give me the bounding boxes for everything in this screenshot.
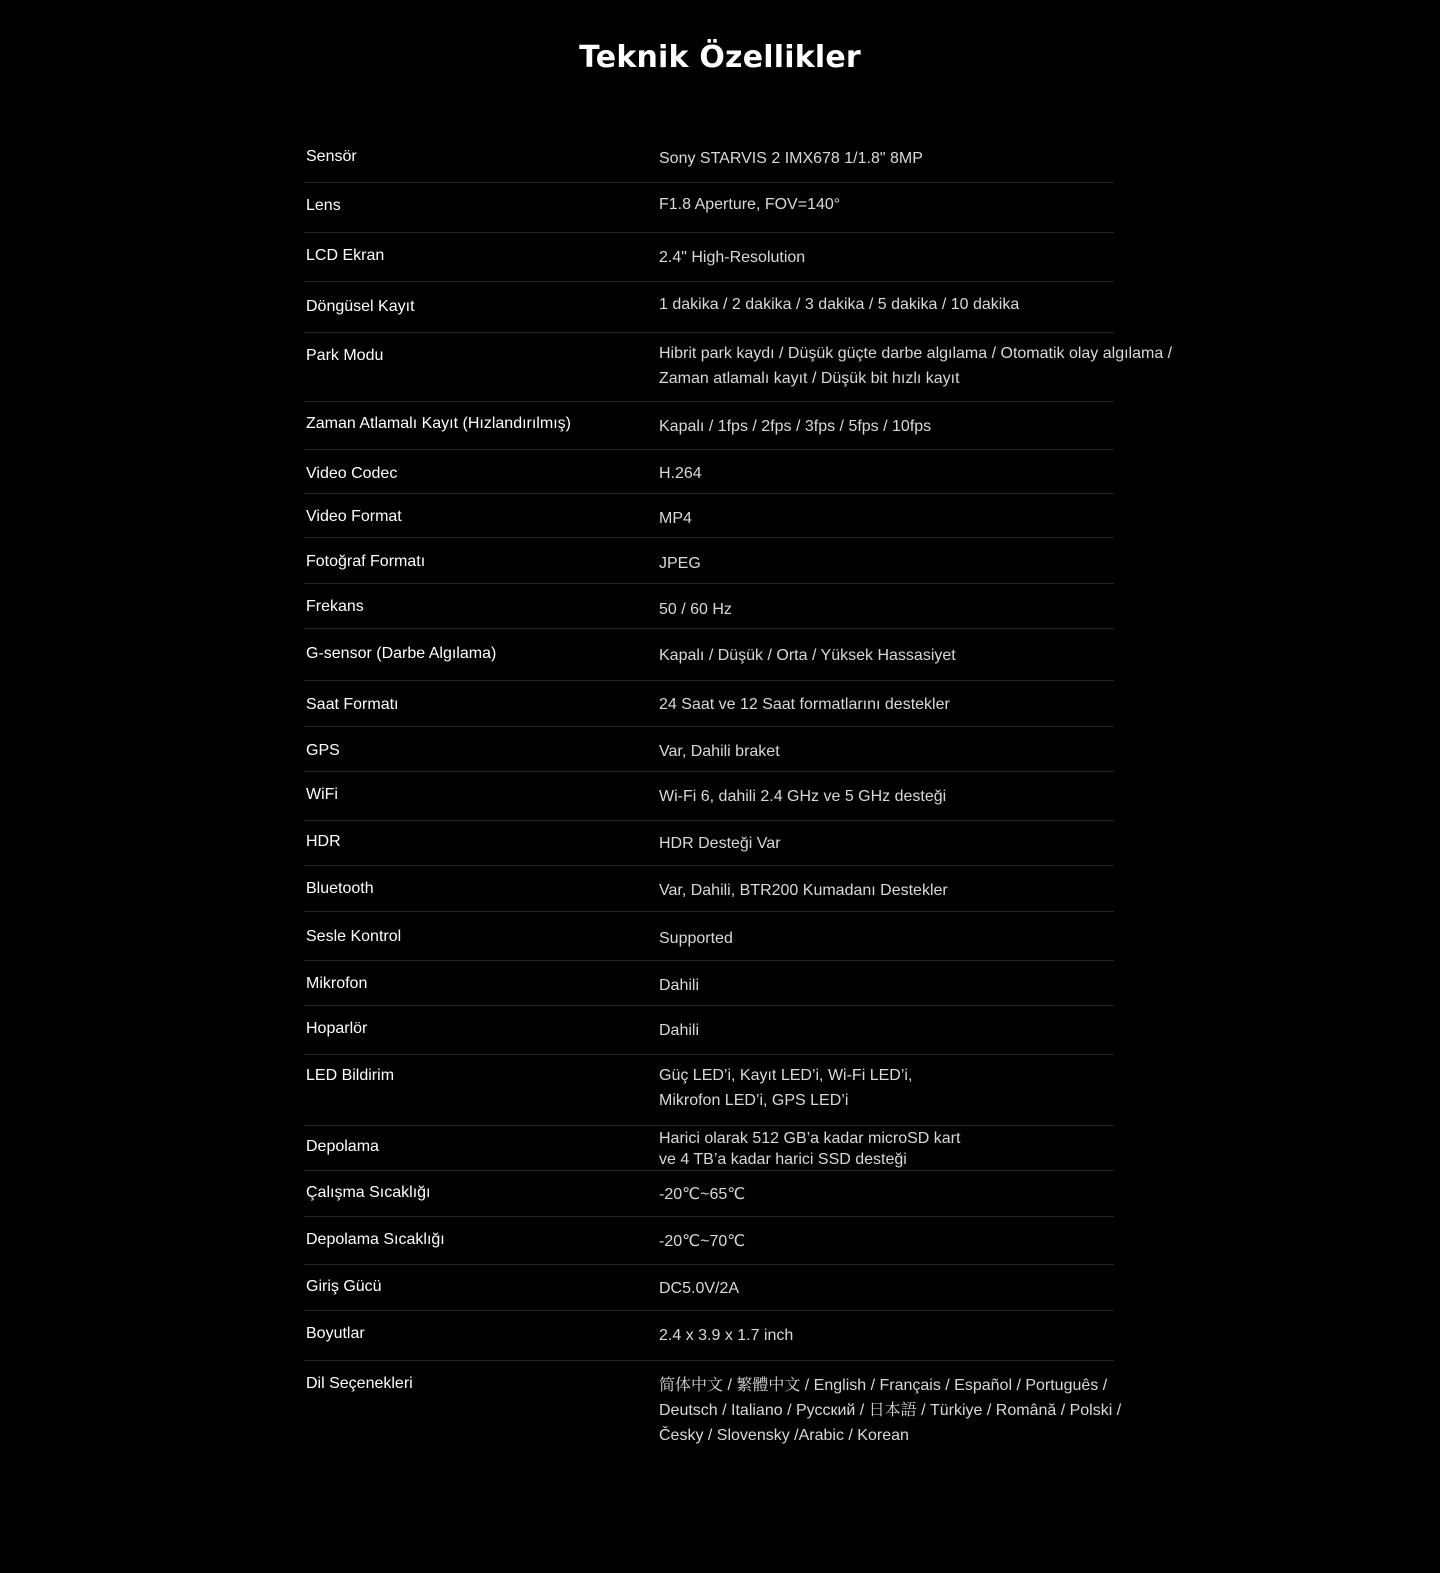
spec-row (304, 402, 1114, 450)
spec-value-line: 24 Saat ve 12 Saat formatlarını destekler (659, 696, 950, 713)
spec-value (659, 1217, 1114, 1254)
spec-row (304, 1171, 1114, 1217)
spec-value-line: Deutsch / Italiano / Русский / 日本語 / Türkiye / Română / Polski / (659, 1402, 1122, 1419)
spec-value-line: Harici olarak 512 GB’a kadar microSD kart (659, 1130, 961, 1147)
spec-row (304, 681, 1114, 727)
spec-label: Fotoğraf Formatı (306, 553, 426, 570)
spec-value (659, 402, 1114, 439)
spec-row (304, 1217, 1114, 1265)
spec-value (659, 584, 1114, 622)
spec-label: Döngüsel Kayıt (306, 298, 415, 315)
spec-label: Depolama (306, 1138, 379, 1155)
spec-row (304, 450, 1114, 494)
spec-value-line: Hibrit park kaydı / Düşük güçte darbe algılama / Otomatik olay algılama / (659, 345, 1173, 362)
spec-value (659, 450, 1114, 486)
spec-value-line: Kapalı / 1fps / 2fps / 3fps / 5fps / 10fps (659, 418, 932, 435)
spec-value-line: Var, Dahili, BTR200 Kumadanı Destekler (659, 882, 948, 899)
spec-value-line: DC5.0V/2A (659, 1280, 740, 1297)
spec-value (659, 912, 1114, 951)
spec-value-line: Wi-Fi 6, dahili 2.4 GHz ve 5 GHz desteği (659, 788, 947, 805)
spec-label: LED Bildirim (306, 1067, 395, 1084)
spec-value (659, 1171, 1114, 1207)
spec-row (304, 1265, 1114, 1311)
spec-value (659, 494, 1114, 531)
spec-label: Frekans (306, 598, 364, 615)
spec-row (304, 538, 1114, 584)
spec-table (304, 136, 1173, 1451)
spec-label: Depolama Sıcaklığı (306, 1231, 445, 1248)
spec-value (659, 961, 1114, 998)
spec-label: Dil Seçenekleri (306, 1375, 413, 1392)
spec-row (304, 282, 1114, 333)
spec-label: Zaman Atlamalı Kayıt (Hızlandırılmış) (306, 415, 571, 432)
spec-label: Video Format (306, 508, 402, 525)
spec-value-line: -20℃~70℃ (659, 1233, 746, 1250)
spec-row (304, 333, 1173, 402)
spec-value (659, 1311, 1114, 1348)
spec-row (304, 772, 1114, 821)
spec-value-line: Sony STARVIS 2 IMX678 1/1.8" 8MP (659, 150, 923, 167)
spec-value (659, 1006, 1114, 1043)
spec-value-line: Kapalı / Düşük / Orta / Yüksek Hassasiyet (659, 647, 956, 664)
spec-row (304, 821, 1114, 866)
spec-label: Sesle Kontrol (306, 928, 402, 945)
spec-label: Hoparlör (306, 1020, 368, 1037)
spec-label: Sensör (306, 148, 357, 165)
spec-row (304, 912, 1114, 961)
spec-row (304, 1311, 1114, 1361)
spec-value-line: 1 dakika / 2 dakika / 3 dakika / 5 dakika / 10 dakika (659, 296, 1020, 313)
spec-label: G-sensor (Darbe Algılama) (306, 645, 497, 662)
spec-value (659, 1126, 1114, 1170)
spec-value (659, 538, 1114, 576)
spec-value (659, 136, 1114, 171)
spec-value-line: Dahili (659, 1022, 700, 1039)
spec-value (659, 233, 1114, 270)
spec-row (304, 494, 1114, 538)
spec-value (659, 727, 1114, 764)
spec-value-line: JPEG (659, 555, 701, 572)
spec-value-line: Dahili (659, 977, 700, 994)
spec-row (304, 183, 1114, 233)
spec-value (659, 282, 1114, 317)
spec-value (659, 183, 1114, 217)
spec-row (304, 961, 1114, 1006)
spec-value (659, 333, 1172, 391)
spec-label: Park Modu (306, 347, 384, 364)
spec-row (304, 727, 1114, 772)
spec-label: Saat Formatı (306, 696, 399, 713)
spec-row (304, 866, 1114, 912)
spec-label: Video Codec (306, 465, 398, 482)
spec-value (659, 1265, 1114, 1301)
spec-value (659, 866, 1114, 903)
spec-value (659, 629, 1114, 668)
spec-value-line: 2.4 x 3.9 x 1.7 inch (659, 1327, 794, 1344)
spec-row (304, 233, 1114, 282)
spec-row (304, 136, 1114, 183)
spec-value-line: Supported (659, 930, 733, 947)
spec-value-line: 2.4" High-Resolution (659, 249, 806, 266)
spec-value-line: Česky / Slovensky /Arabic / Korean (659, 1427, 909, 1444)
page-title: Teknik Özellikler (579, 40, 861, 75)
spec-row (304, 1361, 1122, 1451)
spec-value-line: -20℃~65℃ (659, 1186, 746, 1203)
spec-value-line: Zaman atlamalı kayıt / Düşük bit hızlı kayıt (659, 370, 960, 387)
spec-value (659, 1361, 1121, 1448)
spec-row (304, 629, 1114, 681)
spec-label: LCD Ekran (306, 247, 385, 264)
spec-value-line: ve 4 TB’a kadar harici SSD desteği (659, 1151, 907, 1168)
spec-row (304, 1126, 1114, 1171)
spec-label: Bluetooth (306, 880, 374, 897)
spec-value-line: Var, Dahili braket (659, 743, 780, 760)
spec-value (659, 772, 1114, 809)
spec-label: Giriş Gücü (306, 1278, 382, 1295)
spec-value-line: HDR Desteği Var (659, 835, 781, 852)
spec-value (659, 681, 1114, 717)
spec-value-line: H.264 (659, 465, 702, 482)
spec-value-line: Mikrofon LED’i, GPS LED’i (659, 1092, 849, 1109)
spec-value-line: Güç LED’i, Kayıt LED’i, Wi-Fi LED’i, (659, 1067, 913, 1084)
spec-value-line: MP4 (659, 510, 692, 527)
spec-value-line: 简体中文 / 繁體中文 / English / Français / Español / Português / (659, 1377, 1108, 1394)
spec-row (304, 1055, 1114, 1126)
spec-value (659, 821, 1114, 856)
spec-label: HDR (306, 833, 341, 850)
spec-row (304, 584, 1114, 629)
spec-value-line: 50 / 60 Hz (659, 601, 732, 618)
spec-value-line: F1.8 Aperture, FOV=140° (659, 196, 841, 213)
spec-label: Mikrofon (306, 975, 368, 992)
spec-label: Boyutlar (306, 1325, 365, 1342)
spec-row (304, 1006, 1114, 1055)
spec-label: WiFi (306, 786, 338, 803)
spec-value (659, 1055, 1114, 1113)
spec-label: GPS (306, 742, 340, 759)
spec-label: Çalışma Sıcaklığı (306, 1184, 431, 1201)
spec-label: Lens (306, 197, 341, 214)
